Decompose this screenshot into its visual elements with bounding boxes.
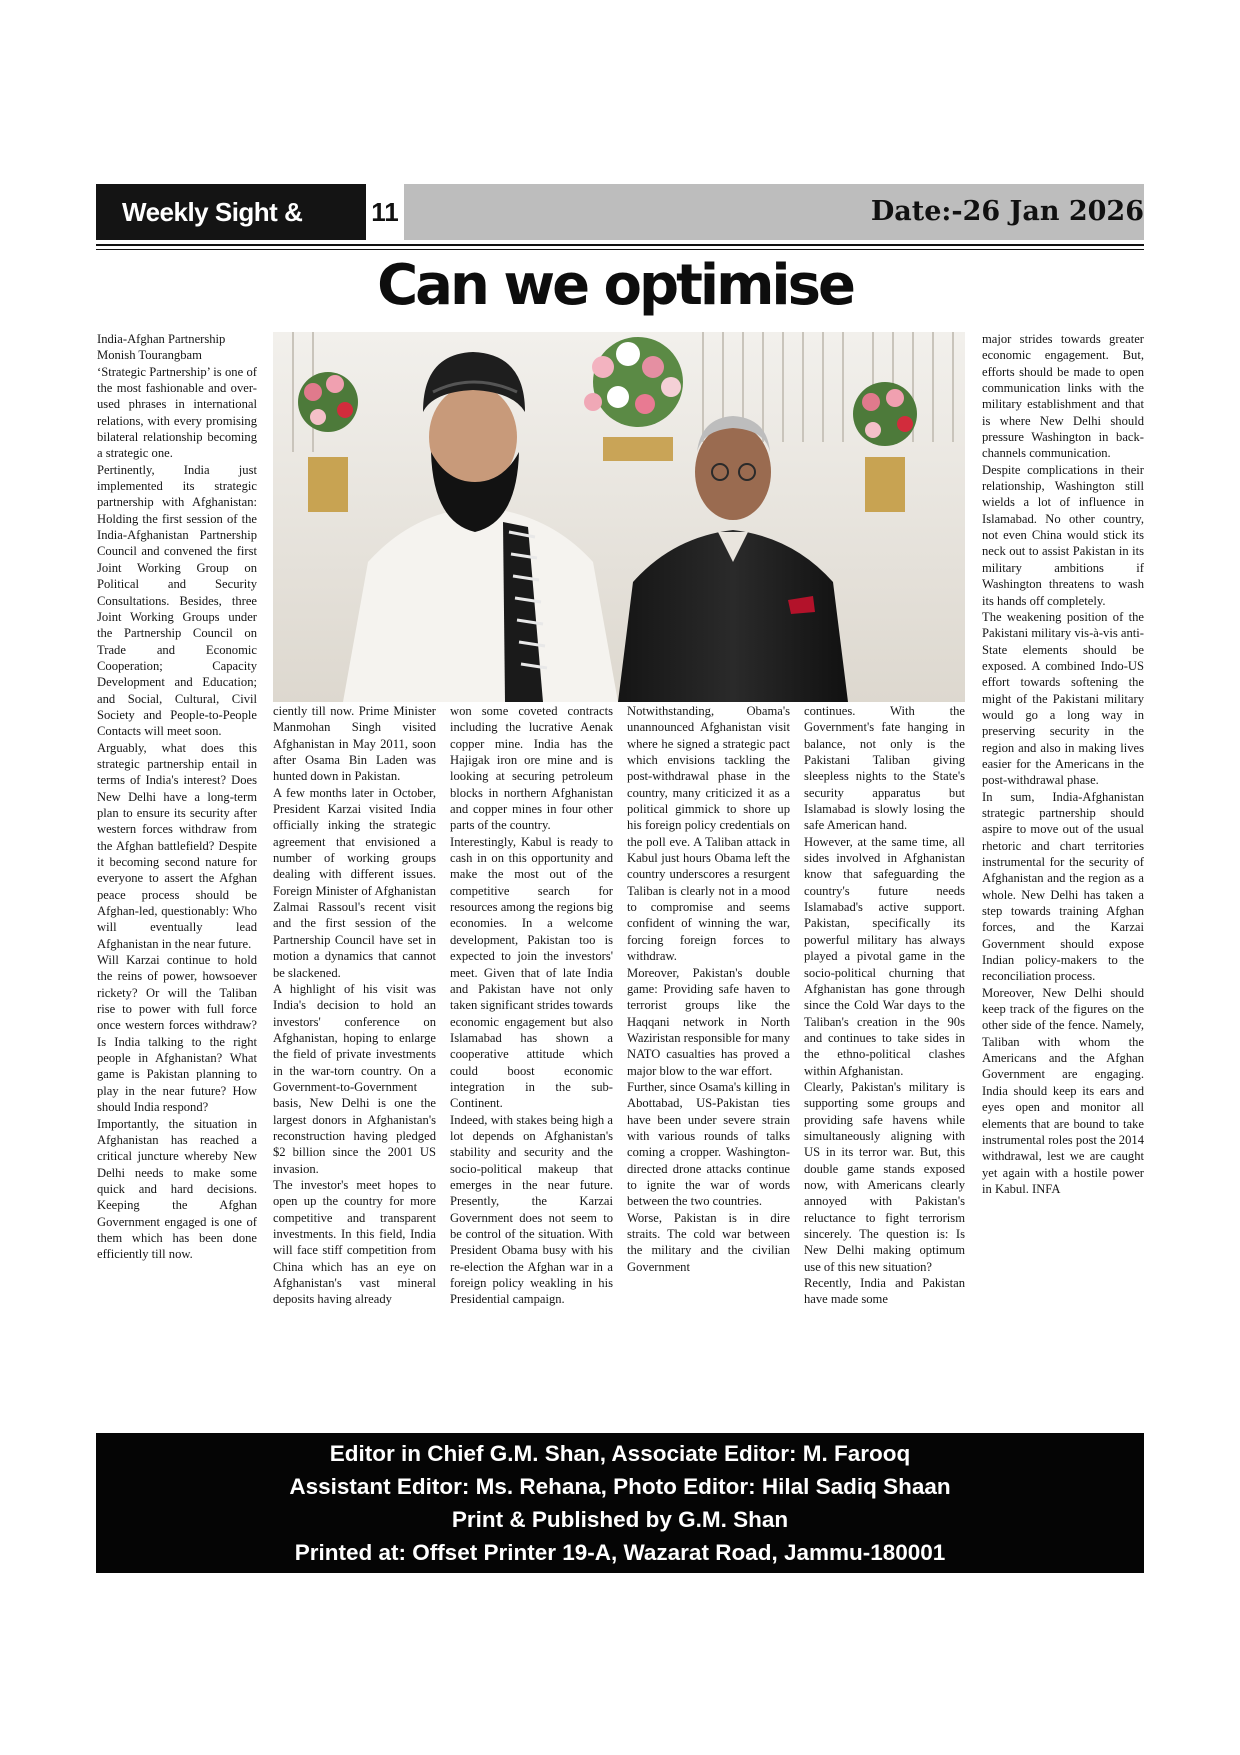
imprint-box [96, 1433, 1144, 1573]
article-paragraph: Interestingly, Kabul is ready to cash in on this opportunity and make the most out of the competitive search for resources among the regions big economies. In a welcome development, Pakistan too is expected to join the investors' meet. Given that of late India and Pakistan have not only taken significant strides towards economic engagement but also Islamabad has shown a cooperative attitude which could boost economic integration in the sub-Continent. [450, 834, 613, 1111]
issue-date: Date:-26 Jan 2026 [870, 196, 1144, 227]
article-paragraph: However, at the same time, all sides involved in Afghanistan know that safeguarding the country's future needs Islamabad's active support. Pakistan, specifically its powerful military has always played a pivotal game in the socio-political churning that Afghanistan has gone through since the Cold War days to the Taliban's creation in the 90s and continues to take sides in the ethno-political clashes within Afghanistan. [804, 834, 965, 1078]
article-paragraph: Moreover, Pakistan's double game: Providing safe haven to terrorist groups like the Haqqani network in North Waziristan responsible for many NATO casualties has proved a major blow to the war effort. [627, 965, 791, 1078]
headline: Can we optimise [377, 253, 853, 318]
article-kicker: India-Afghan Partnership [97, 332, 226, 346]
imprint-assistant-editors: Assistant Editor: Ms. Rehana, Photo Editor: Hilal Sadiq Shaan [289, 1474, 951, 1499]
article-paragraph: The weakening position of the Pakistani military vis-à-vis anti-State elements should be exposed. A combined Indo-US effort towards softening the might of the Pakistani military would go a long way in preserving security in the region and also in making lives easier for the Americans in the post-withdrawal phase. [982, 609, 1144, 788]
article-paragraph: won some coveted contracts including the lucrative Aenak copper mine. India has the Hajigak iron ore mine and is looking at securing petroleum blocks in northern Afghanistan and copper mines in four other parts of the country. [450, 704, 613, 833]
article-paragraph: ‘Strategic Partnership’ is one of the most fashionable and over-used phrases in international relations, with every promising bilateral relationship becoming a strategic one. [97, 364, 257, 461]
article-column-6 [982, 331, 1144, 1421]
article-column-4 [627, 703, 790, 1421]
masthead-rule [96, 244, 1144, 246]
article-paragraph: Clearly, Pakistan's military is supporting some groups and providing safe havens while simultaneously aligning with US in its terror war. But, this double game stands exposed now, with Americans clearly annoyed with Pakistan's reluctance to fight terrorism sincerely. The question is: Is New Delhi making optimum use of this new situation? [804, 1079, 965, 1274]
article-byline: Monish Tourangbam [97, 348, 202, 363]
article-column-1 [97, 331, 257, 1421]
article-paragraph: Notwithstanding, Obama's unannounced Afghanistan visit where he signed a strategic pact which envisions tackling the post-withdrawal phase in the country, many criticized it as a political gimmick to shore up his foreign policy credentials on the poll eve. A Taliban attack in Kabul just hours Obama left the country underscores a resurgent Taliban is clearly not in a mood to compromise and seems confident of winning the war, forcing foreign forces to withdraw. [627, 704, 790, 964]
article-paragraph: Importantly, the situation in Afghanistan has reached a critical juncture whereby New Delhi needs to make some quick and hard decisions. Keeping the Afghan Government engaged is one of them which has been done efficiently till now. [97, 1116, 257, 1262]
imprint-publisher: Print & Published by G.M. Shan [451, 1507, 789, 1532]
article-paragraph: ciently till now. Prime Minister Manmohan Singh visited Afghanistan in May 2011, soon after Osama Bin Laden was hunted down in Pakistan. [273, 704, 436, 784]
article-column-5 [804, 703, 965, 1421]
article-paragraph: major strides towards greater economic engagement. But, efforts should be made to open communication links with the military establishment and that is where New Delhi should pressure Washington in back-channels communication. [982, 332, 1144, 461]
publication-name: Weekly Sight & Sound [96, 184, 366, 240]
article-paragraph: Arguably, what does this strategic partnership entail in terms of India's interest? Does New Delhi have a long-term plan to ensure its security after western forces withdraw from the Afghan battlefield? Despite it becoming second nature for everyone to assert the Afghan peace process should be Afghan-led, questionably: Who will eventually lead Afghanistan in the near future. [97, 740, 257, 951]
article-column-3 [450, 703, 613, 1421]
article-photo [273, 332, 965, 702]
article-paragraph: Pertinently, India just implemented its strategic partnership with Afghanistan: Holding the first session of the India-Afghanistan Partnership Council and convened the first Joint Working Group on Political and Security Consultations. Besides, three Joint Working Groups under the Partnership Council on Trade and Economic Cooperation; Capacity Development and Education; and Social, Cultural, Civil Society and People-to-People Contacts will meet soon. [97, 462, 257, 739]
imprint-editors: Editor in Chief G.M. Shan, Associate Editor: M. Farooq [329, 1441, 911, 1466]
page-number: 11 [371, 197, 399, 227]
article-paragraph: Worse, Pakistan is in dire straits. The cold war between the military and the civilian Government [627, 1210, 790, 1274]
imprint-printer: Printed at: Offset Printer 19-A, Wazarat Road, Jammu-180001 [294, 1540, 946, 1565]
article-paragraph: continues. With the Government's fate hanging in balance, not only is the Pakistani Taliban giving sleepless nights to the State's security apparatus but Islamabad is slowly losing the safe American hand. [804, 704, 965, 833]
article-paragraph: Further, since Osama's killing in Abottabad, US-Pakistan ties have been under severe strain with various rounds of talks coming a cropper. Washington-directed drone attacks continue to ignite the war of words between the two countries. [627, 1079, 791, 1209]
article-paragraph: A highlight of his visit was India's decision to hold an investors' conference on Afghanistan, hoping to enlarge the field of private investments in the war-torn country. On a Government-to-Government basis, New Delhi is one the largest donors in Afghanistan's reconstruction having pledged $2 billion since the 2001 US invasion. [273, 981, 436, 1176]
photo-two-officials-icon [273, 332, 965, 702]
article-paragraph: Recently, India and Pakistan have made some [804, 1276, 965, 1307]
article-paragraph: Indeed, with stakes being high a lot depends on Afghanistan's stability and security and the socio-political makeup that emerges in the near future. Presently, the Karzai Government does not seem to be control of the situation. With President Obama busy with his re-election the Afghan war in a foreign policy weakling in his Presidential campaign. [450, 1112, 613, 1307]
article-paragraph: Despite complications in their relationship, Washington still wields a lot of influence in Islamabad. No other country, not even China would stick its neck out to assist Pakistan in its military ambitions if Washington threatens to wash its hands off completely. [982, 462, 1144, 608]
article-paragraph: The investor's meet hopes to open up the country for more competitive and transparent investments. In this field, India will face stiff competition from China which has an eye on Afghanistan's vast mineral deposits having already [273, 1177, 436, 1307]
article-column-2 [273, 703, 436, 1421]
article-paragraph: A few months later in October, President Karzai visited India officially inking the strategic agreement that envisioned a number of working groups dealing with different issues. Foreign Minister of Afghanistan Zalmai Rassoul's recent visit and the first session of the Partnership Council have set in motion a dynamics that cannot be slackened. [273, 785, 436, 980]
article-paragraph: In sum, India-Afghanistan strategic partnership should aspire to move out of the usual rhetoric and chart territories instrumental for the security of Afghanistan and the region as a whole. New Delhi has taken a step towards training Afghan forces, and the Karzai Government should expose Indian policy-makers to the reconciliation process. [982, 789, 1144, 984]
article-paragraph: Will Karzai continue to hold the reins of power, howsoever rickety? Or will the Taliban rise to power with full force once western forces withdraw? Is India talking to the right people in Afghanistan? What game is Pakistan planning to play in the near future? How should India respond? [97, 953, 257, 1115]
article-paragraph: Moreover, New Delhi should keep track of the figures on the other side of the fence. Namely, Taliban with whom the Americans and the Afghan Government are engaging. India should keep its ears and eyes open and monitor all elements that are bound to take instrumental roles post the 2014 withdrawal, lest we are caught yet again with a hostile power in Kabul. INFA [982, 985, 1144, 1196]
